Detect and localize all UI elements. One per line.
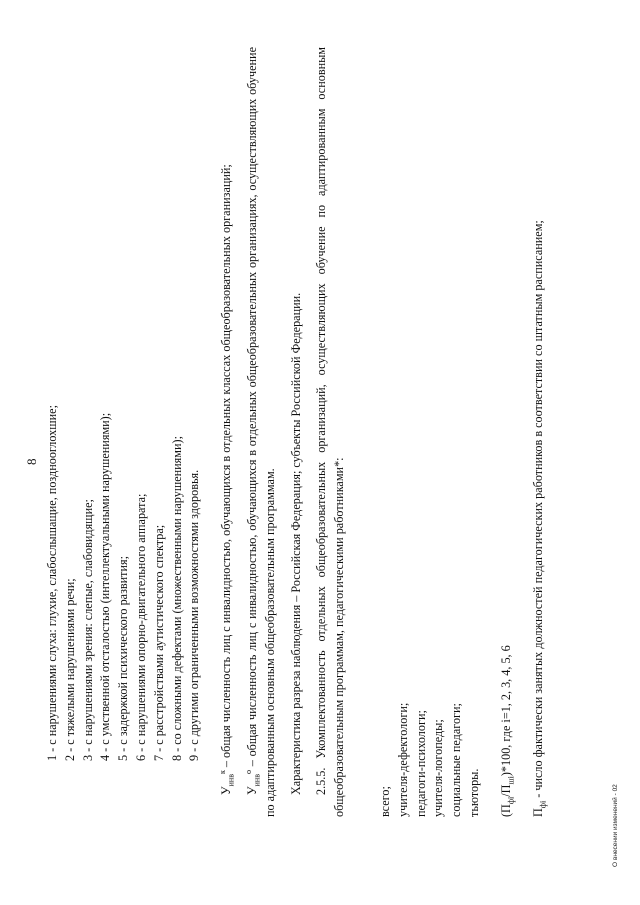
formula <box>498 47 516 817</box>
list-item: 5 - с задержкой психического развития; <box>116 555 131 761</box>
formula-part: /П <box>498 784 513 797</box>
list-item: 8 - со сложными дефектами (множественными нарушениями); <box>169 436 184 761</box>
list-item: 2 - с тяжелыми нарушениями речи; <box>62 578 77 761</box>
list-item: 9 - с другими ограниченными возможностями здоровья. <box>187 469 202 761</box>
definition-text: – общая численность лиц с инвалидностью, обучающихся в отдельных общеобразовательных организациях, осуществляющих обучение по адаптированным основным общеобразовательным программам. <box>244 47 277 817</box>
page-content <box>44 47 547 817</box>
page-number: 8 <box>24 458 39 465</box>
list-item: 6 - с нарушениями опорно-двигательного аппарата; <box>133 493 148 761</box>
symbol-sub: инв <box>226 774 236 787</box>
section-2-5-5: 2.5.5. Укомплектованность отдельных общеобразовательных организаций, осуществляющих обучение по адаптированным основным общеобразовательным программам, педагогическими работниками*: <box>314 47 347 817</box>
symbol-sub: инв <box>252 774 262 787</box>
formula-sub: шi <box>506 776 516 785</box>
footer-note: О внесении изменений - 02 <box>612 784 619 867</box>
definition-text: - число фактически занятых должностей педагогических работников в соответствии со штатным расписанием; <box>530 220 545 801</box>
formula-sub: фi <box>506 796 516 805</box>
symbol-sub: фi <box>537 800 547 809</box>
list-item: всего; <box>377 786 392 817</box>
symbol-sup: к <box>218 770 228 775</box>
disability-list <box>44 47 204 761</box>
list-item: 7 - с расстройствами аутистического спектра; <box>151 524 166 761</box>
list-item: 3 - с нарушениями зрения: слепые, слабовидящие; <box>80 499 95 761</box>
formula-part: )*100, где i=1, 2, 3, 4, 5, 6 <box>498 645 513 777</box>
list-item: 4 - с умственной отсталостью (интеллектуальными нарушениями); <box>98 412 113 761</box>
definition-organizations <box>244 47 280 817</box>
formula-part: (П <box>498 804 513 817</box>
list-item: учителя-логопеды; <box>431 719 446 817</box>
list-item: социальные педагоги; <box>449 703 464 817</box>
definition-text: – общая численность лиц с инвалидностью, обучающихся в отдельных классах общеобразовательных организаций; <box>219 164 234 771</box>
definition-pfi <box>530 47 548 817</box>
symbol-sup: о <box>243 770 253 775</box>
staff-list <box>377 47 484 817</box>
symbol: П <box>530 808 545 817</box>
characteristic-paragraph: Характеристика разреза наблюдения – Российская Федерация; субъекты Российской Федерации. <box>288 292 303 795</box>
list-item: педагоги-психологи; <box>413 710 428 817</box>
symbol: У <box>219 786 234 795</box>
definition-classes <box>218 47 236 817</box>
list-item: 1 - с нарушениями слуха: глухие, слабослышащие, позднооглохшие; <box>45 405 59 761</box>
symbol: У <box>244 786 259 795</box>
list-item: учителя-дефектологи; <box>395 702 410 817</box>
list-item: тьюторы. <box>466 768 481 817</box>
